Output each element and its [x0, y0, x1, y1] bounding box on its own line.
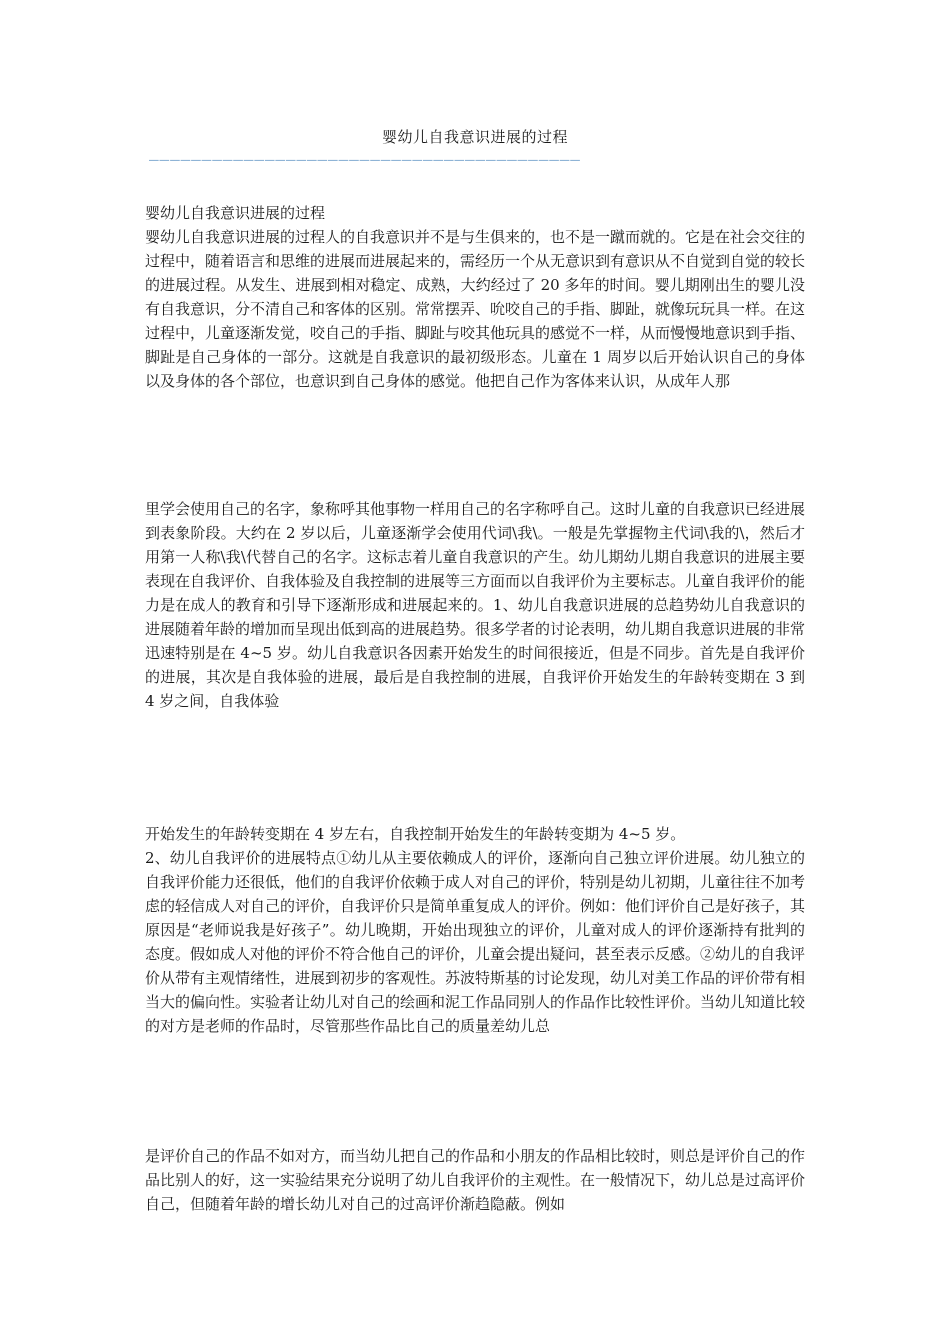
text-block-1 [145, 201, 805, 393]
text-block-3 [145, 822, 805, 1038]
text-block-2 [145, 497, 805, 713]
paragraph: 里学会使用自己的名字，象称呼其他事物一样用自己的名字称呼自己。这时儿童的自我意识已经进展到表象阶段。大约在 2 岁以后，儿童逐渐学会使用代词\我\。一般是先掌握物主代词\我的\，然后才用第一人称\我\代替自己的名字。这标志着儿童自我意识的产生。幼儿期幼儿期自我意识的进展主要表现在自我评价、自我体验及自我控制的进展等三方面而以自我评价为主要标志。儿童自我评价的能力是在成人的教育和引导下逐渐形成和进展起来的。1、幼儿自我意识进展的总趋势幼儿自我意识的进展随着年龄的增加而呈现出低到高的进展趋势。很多学者的讨论表明，幼儿期自我意识进展的非常迅速特别是在 4~5 岁。幼儿自我意识各因素开始发生的时间很接近，但是不同步。首先是自我评价的进展，其次是自我体验的进展，最后是自我控制的进展，自我评价开始发生的年龄转变期在 3 到 4 岁之间，自我体验 [145, 500, 806, 710]
paragraph: 2、幼儿自我评价的进展特点①幼儿从主要依赖成人的评价，逐渐向自己独立评价进展。幼儿独立的自我评价能力还很低，他们的自我评价依赖于成人对自己的评价，特别是幼儿初期，儿童往往不加考虑的轻信成人对自己的评价，自我评价只是简单重复成人的评价。例如：他们评价自己是好孩子，其原因是“老师说我是好孩子”。幼儿晚期，开始出现独立的评价，儿童对成人的评价逐渐持有批判的态度。假如成人对他的评价不符合他自己的评价，儿童会提出疑问，甚至表示反感。②幼儿的自我评价从带有主观情绪性，进展到初步的客观性。苏波特斯基的讨论发现，幼儿对美工作品的评价带有相当大的偏向性。实验者让幼儿对自己的绘画和泥工作品同别人的作品作比较性评价。当幼儿知道比较的对方是老师的作品时，尽管那些作品比自己的质量差幼儿总 [145, 849, 806, 1035]
section-heading: 婴幼儿自我意识进展的过程 [145, 204, 326, 222]
paragraph: 是评价自己的作品不如对方，而当幼儿把自己的作品和小朋友的作品相比较时，则总是评价自己的作品比别人的好，这一实验结果充分说明了幼儿自我评价的主观性。在一般情况下，幼儿总是过高评价自己，但随着年龄的增长幼儿对自己的过高评价渐趋隐蔽。例如 [145, 1147, 806, 1213]
page-title: 婴幼儿自我意识进展的过程 [381, 128, 568, 146]
paragraph: 婴幼儿自我意识进展的过程人的自我意识并不是与生俱来的，也不是一蹴而就的。它是在社会交往的过程中，随着语言和思维的进展而进展起来的，需经历一个从无意识到有意识从不自觉到自觉的较长的进展过程。从发生、进展到相对稳定、成熟，大约经过了 20 多年的时间。婴儿期刚出生的婴儿没有自我意识，分不清自己和客体的区别。常常摆弄、吮咬自己的手指、脚趾，就像玩玩具一样。在这过程中，儿童逐渐发觉，咬自己的手指、脚趾与咬其他玩具的感觉不一样，从而慢慢地意识到手指、脚趾是自己身体的一部分。这就是自我意识的最初级形态。儿童在 1 周岁以后开始认识自己的身体以及身体的各个部位，也意识到自己身体的感觉。他把自己作为客体来认识，从成年人那 [145, 228, 806, 390]
title-divider: ————————————————————————————————————————— [149, 150, 581, 169]
paragraph-lead-line: 开始发生的年龄转变期在 4 岁左右，自我控制开始发生的年龄转变期为 4~5 岁。 [145, 825, 686, 843]
text-block-4 [145, 1144, 805, 1216]
